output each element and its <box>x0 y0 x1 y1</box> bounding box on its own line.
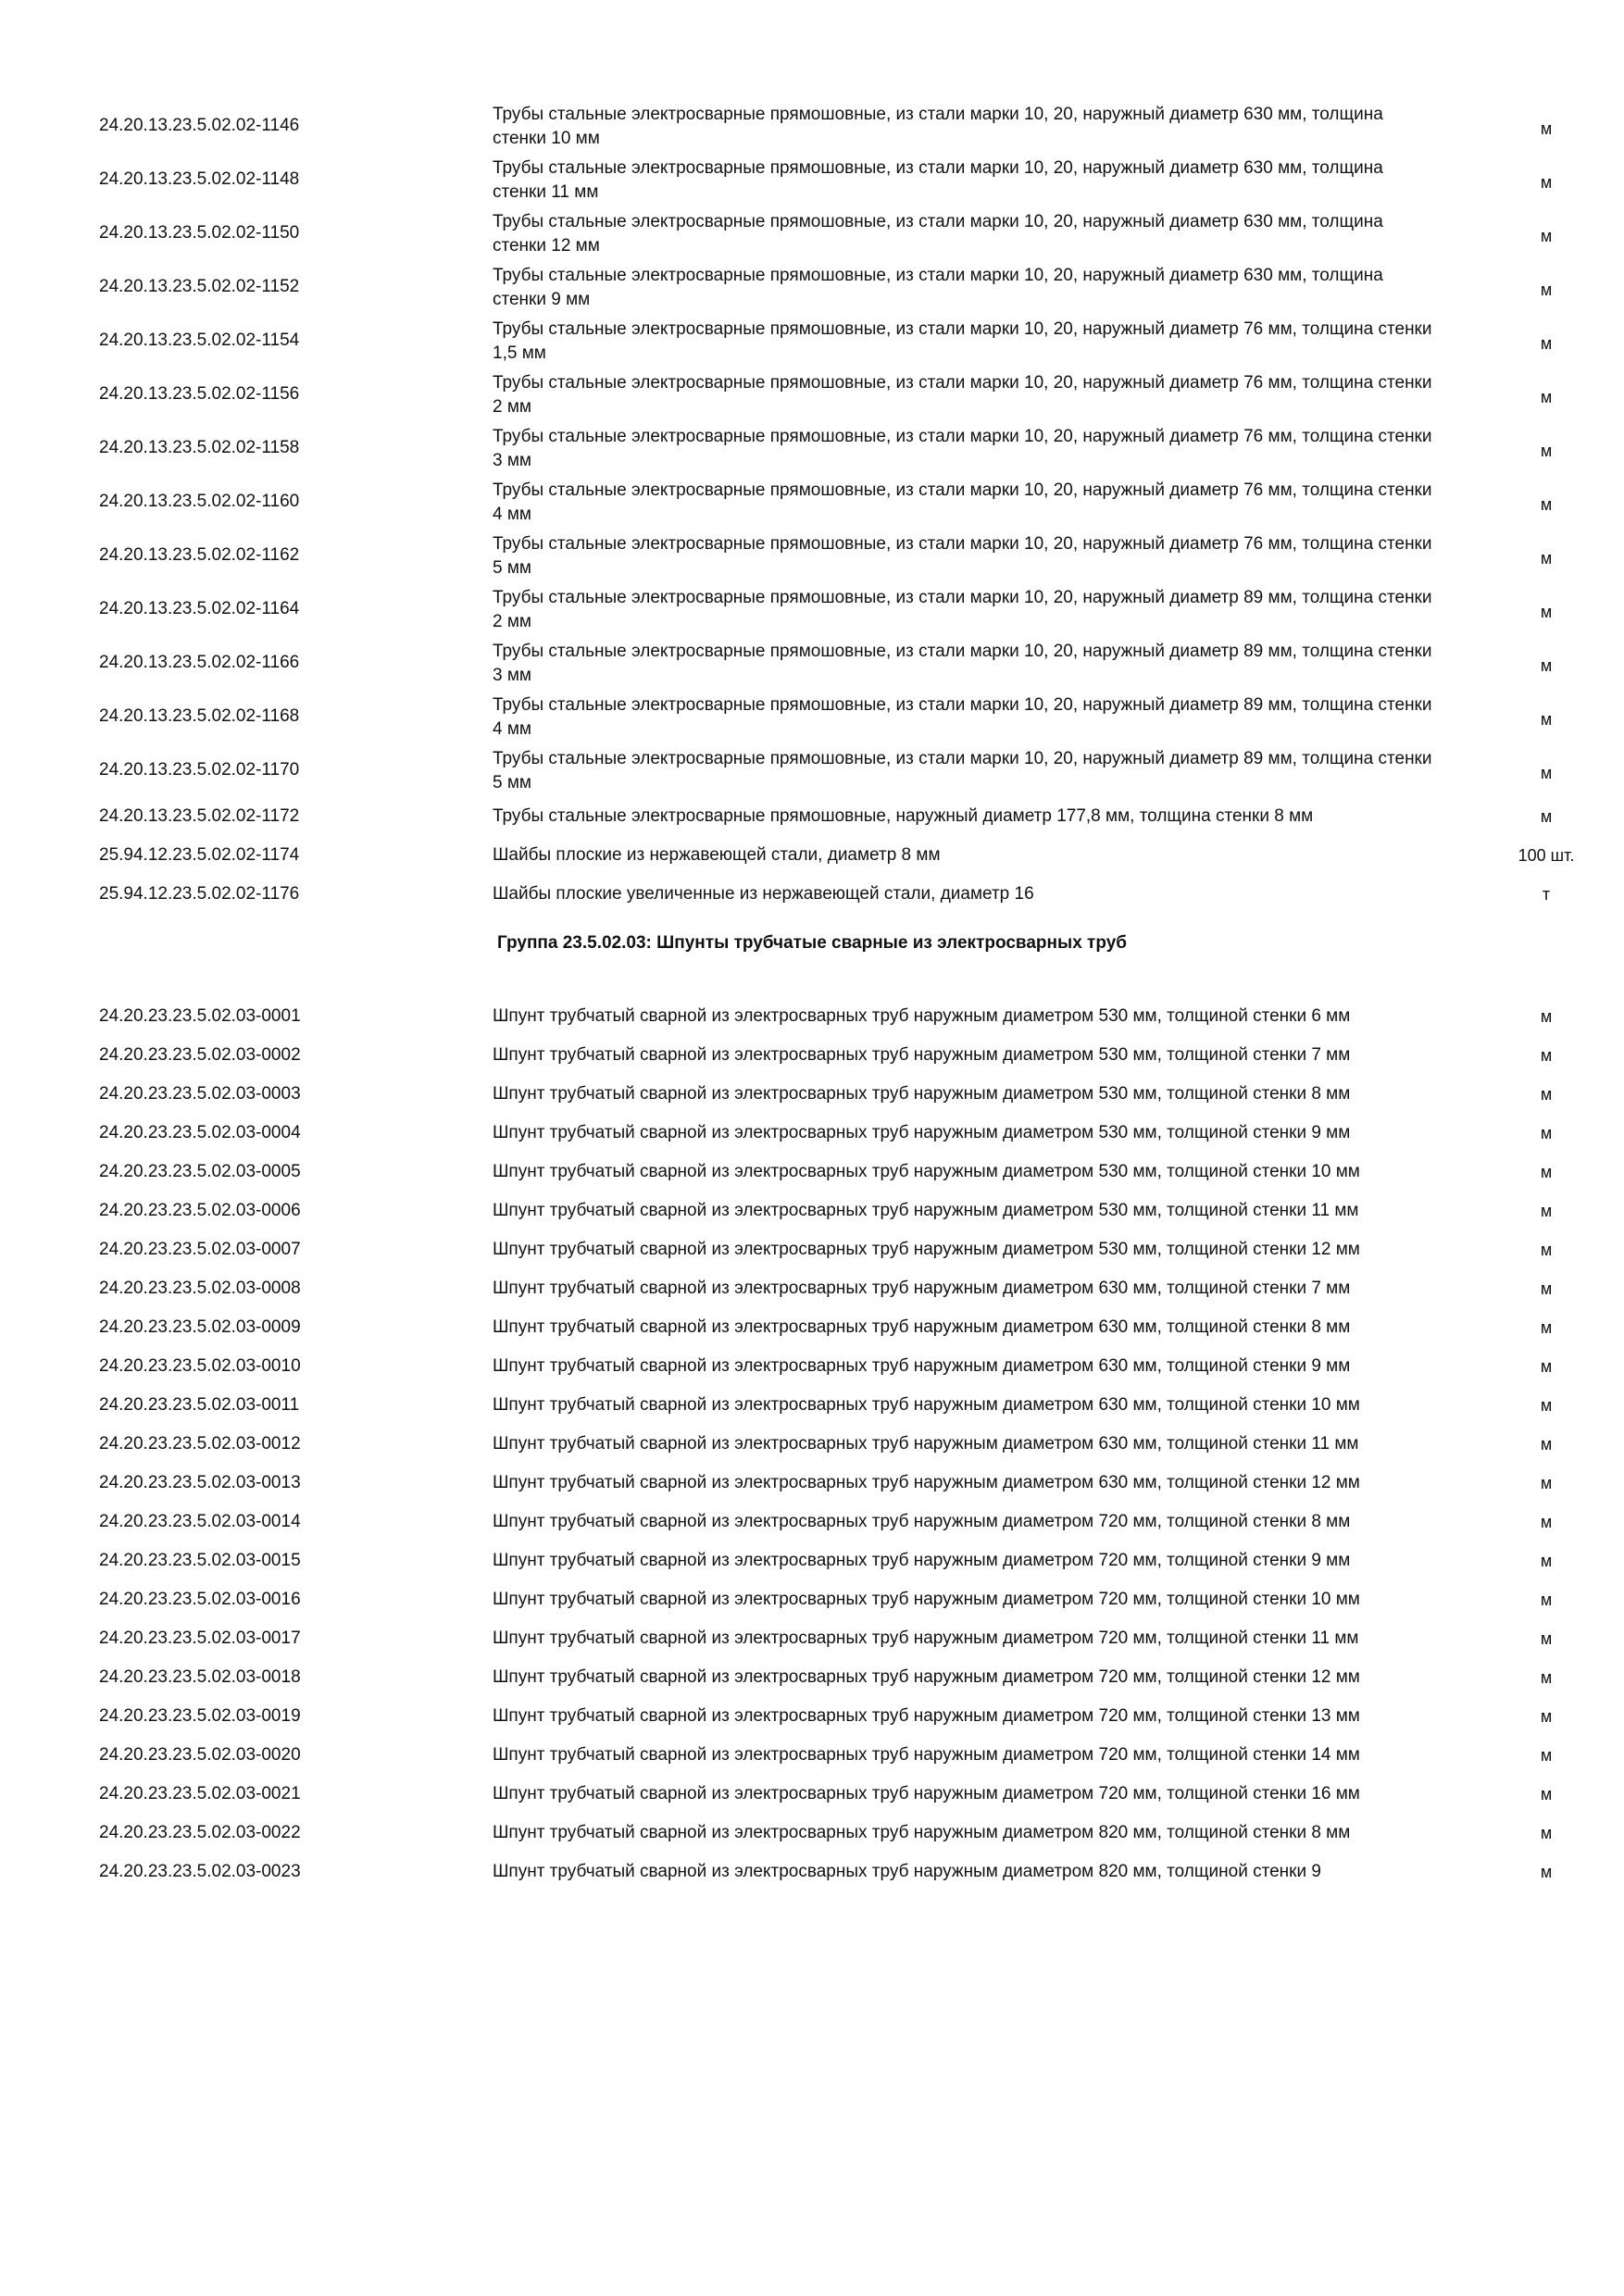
row-code: 24.20.13.23.5.02.02-1156 <box>99 384 300 404</box>
row-description: Шпунт трубчатый сварной из электросварных труб наружным диаметром 530 мм, толщиной стенки 9 мм <box>493 1123 1351 1142</box>
row-code: 24.20.13.23.5.02.02-1146 <box>99 116 300 135</box>
row-code: 24.20.23.23.5.02.03-0017 <box>99 1628 301 1648</box>
row-code: 24.20.23.23.5.02.03-0001 <box>99 1006 301 1026</box>
row-description: Трубы стальные электросварные прямошовные, из стали марки 10, 20, наружный диаметр 76 мм, толщина стенки 5 мм <box>493 534 1432 578</box>
row-unit: м <box>1540 1357 1553 1376</box>
table-row <box>0 475 1624 529</box>
row-unit: м <box>1540 1163 1553 1181</box>
row-unit: м <box>1540 1124 1553 1142</box>
row-code: 24.20.23.23.5.02.03-0022 <box>99 1823 301 1842</box>
row-description: Трубы стальные электросварные прямошовные, из стали марки 10, 20, наружный диаметр 630 мм, толщина стенки 9 мм <box>493 266 1383 309</box>
row-unit: м <box>1540 334 1553 353</box>
row-code: 24.20.13.23.5.02.02-1168 <box>99 706 300 726</box>
row-code: 25.94.12.23.5.02.02-1176 <box>99 884 300 904</box>
table-row <box>0 1814 1624 1853</box>
table-row <box>0 1464 1624 1503</box>
row-unit: м <box>1540 1629 1553 1648</box>
row-code: 24.20.13.23.5.02.02-1172 <box>99 806 300 826</box>
row-description: Шпунт трубчатый сварной из электросварных труб наружным диаметром 530 мм, толщиной стенки 7 мм <box>493 1045 1351 1065</box>
table-row <box>0 1308 1624 1347</box>
row-description: Шайбы плоские из нержавеющей стали, диаметр 8 мм <box>493 845 941 865</box>
row-code: 24.20.13.23.5.02.02-1166 <box>99 653 300 672</box>
table-row <box>0 529 1624 582</box>
row-code: 24.20.23.23.5.02.03-0008 <box>99 1279 301 1298</box>
row-unit: м <box>1540 227 1553 245</box>
row-code: 24.20.23.23.5.02.03-0015 <box>99 1551 301 1570</box>
table-section-23-5-02-03 <box>0 997 1624 1891</box>
row-code: 24.20.13.23.5.02.02-1148 <box>99 169 300 189</box>
row-description: Трубы стальные электросварные прямошовные, из стали марки 10, 20, наружный диаметр 76 мм, толщина стенки 1,5 мм <box>493 319 1432 363</box>
row-code: 24.20.23.23.5.02.03-0014 <box>99 1512 301 1531</box>
row-unit: м <box>1540 1279 1553 1298</box>
row-unit: м <box>1540 1552 1553 1570</box>
row-description: Шпунт трубчатый сварной из электросварных труб наружным диаметром 530 мм, толщиной стенки 8 мм <box>493 1084 1351 1104</box>
row-code: 24.20.23.23.5.02.03-0012 <box>99 1434 301 1454</box>
row-description: Шайбы плоские увеличенные из нержавеющей стали, диаметр 16 <box>493 884 1034 904</box>
row-code: 24.20.23.23.5.02.03-0005 <box>99 1162 301 1181</box>
row-description: Шпунт трубчатый сварной из электросварных труб наружным диаметром 630 мм, толщиной стенки 11 мм <box>493 1434 1359 1454</box>
table-section-23-5-02-02 <box>0 99 1624 914</box>
table-row <box>0 1114 1624 1153</box>
row-code: 24.20.23.23.5.02.03-0002 <box>99 1045 301 1065</box>
row-description: Шпунт трубчатый сварной из электросварных труб наружным диаметром 720 мм, толщиной стенки 12 мм <box>493 1667 1360 1687</box>
row-code: 24.20.23.23.5.02.03-0020 <box>99 1745 301 1765</box>
row-unit: м <box>1540 1435 1553 1454</box>
row-unit: м <box>1540 388 1553 406</box>
row-unit: м <box>1540 442 1553 460</box>
row-unit: м <box>1540 1863 1553 1881</box>
row-description: Шпунт трубчатый сварной из электросварных труб наружным диаметром 530 мм, толщиной стенки 6 мм <box>493 1006 1351 1026</box>
row-code: 24.20.23.23.5.02.03-0007 <box>99 1240 301 1259</box>
row-description: Трубы стальные электросварные прямошовные, из стали марки 10, 20, наружный диаметр 89 мм, толщина стенки 2 мм <box>493 588 1432 631</box>
table-row <box>0 1192 1624 1230</box>
table-row <box>0 743 1624 797</box>
table-row <box>0 368 1624 421</box>
row-description: Шпунт трубчатый сварной из электросварных труб наружным диаметром 530 мм, толщиной стенки 10 мм <box>493 1162 1360 1181</box>
row-description: Шпунт трубчатый сварной из электросварных труб наружным диаметром 720 мм, толщиной стенки 8 мм <box>493 1512 1351 1531</box>
table-row <box>0 1036 1624 1075</box>
row-description: Шпунт трубчатый сварной из электросварных труб наружным диаметром 630 мм, толщиной стенки 12 мм <box>493 1473 1360 1492</box>
table-row <box>0 1697 1624 1736</box>
row-unit: м <box>1540 1824 1553 1842</box>
row-unit: м <box>1540 1668 1553 1687</box>
row-description: Шпунт трубчатый сварной из электросварных труб наружным диаметром 720 мм, толщиной стенки 11 мм <box>493 1628 1359 1648</box>
table-row <box>0 153 1624 206</box>
row-code: 25.94.12.23.5.02.02-1174 <box>99 845 300 865</box>
table-row <box>0 690 1624 743</box>
row-description: Шпунт трубчатый сварной из электросварных труб наружным диаметром 630 мм, толщиной стенки 9 мм <box>493 1356 1351 1376</box>
table-row <box>0 1736 1624 1775</box>
table-row <box>0 1347 1624 1386</box>
row-description: Шпунт трубчатый сварной из электросварных труб наружным диаметром 630 мм, толщиной стенки 8 мм <box>493 1317 1351 1337</box>
row-unit: м <box>1540 549 1553 568</box>
row-code: 24.20.13.23.5.02.02-1154 <box>99 331 300 350</box>
row-description: Шпунт трубчатый сварной из электросварных труб наружным диаметром 820 мм, толщиной стенки 8 мм <box>493 1823 1351 1842</box>
row-unit: м <box>1540 119 1553 138</box>
row-code: 24.20.23.23.5.02.03-0004 <box>99 1123 301 1142</box>
row-code: 24.20.13.23.5.02.02-1152 <box>99 277 300 296</box>
row-code: 24.20.23.23.5.02.03-0006 <box>99 1201 301 1220</box>
row-description: Трубы стальные электросварные прямошовные, из стали марки 10, 20, наружный диаметр 630 мм, толщина стенки 11 мм <box>493 158 1383 202</box>
row-description: Трубы стальные электросварные прямошовные, из стали марки 10, 20, наружный диаметр 89 мм, толщина стенки 5 мм <box>493 749 1432 792</box>
row-description: Шпунт трубчатый сварной из электросварных труб наружным диаметром 720 мм, толщиной стенки 9 мм <box>493 1551 1351 1570</box>
price-table <box>0 99 1624 1891</box>
row-description: Трубы стальные электросварные прямошовные, из стали марки 10, 20, наружный диаметр 76 мм, толщина стенки 3 мм <box>493 427 1432 470</box>
row-description: Шпунт трубчатый сварной из электросварных труб наружным диаметром 630 мм, толщиной стенки 7 мм <box>493 1279 1351 1298</box>
row-code: 24.20.23.23.5.02.03-0021 <box>99 1784 301 1803</box>
row-description: Шпунт трубчатый сварной из электросварных труб наружным диаметром 630 мм, толщиной стенки 10 мм <box>493 1395 1360 1415</box>
row-unit: м <box>1540 1746 1553 1765</box>
table-row <box>0 875 1624 914</box>
row-unit: м <box>1540 281 1553 299</box>
row-unit: м <box>1540 656 1553 675</box>
row-unit: м <box>1540 1513 1553 1531</box>
table-row <box>0 1619 1624 1658</box>
row-unit: м <box>1540 1591 1553 1609</box>
row-description: Трубы стальные электросварные прямошовные, из стали марки 10, 20, наружный диаметр 89 мм, толщина стенки 3 мм <box>493 642 1432 685</box>
table-row <box>0 1425 1624 1464</box>
row-code: 24.20.23.23.5.02.03-0011 <box>99 1395 300 1415</box>
row-unit: м <box>1540 1474 1553 1492</box>
row-unit: т <box>1542 885 1551 904</box>
table-row <box>0 314 1624 368</box>
table-row <box>0 1075 1624 1114</box>
row-description: Трубы стальные электросварные прямошовные, наружный диаметр 177,8 мм, толщина стенки 8 мм <box>493 806 1314 826</box>
row-description: Шпунт трубчатый сварной из электросварных труб наружным диаметром 720 мм, толщиной стенки 14 мм <box>493 1745 1360 1765</box>
row-unit: м <box>1540 807 1553 826</box>
row-unit: м <box>1540 1085 1553 1104</box>
table-row <box>0 1503 1624 1541</box>
table-row <box>0 1541 1624 1580</box>
row-unit: 100 шт. <box>1518 846 1575 865</box>
row-code: 24.20.13.23.5.02.02-1160 <box>99 492 300 511</box>
table-row <box>0 636 1624 690</box>
row-code: 24.20.23.23.5.02.03-0009 <box>99 1317 301 1337</box>
row-unit: м <box>1540 764 1553 782</box>
row-unit: м <box>1540 1785 1553 1803</box>
table-row <box>0 1853 1624 1891</box>
row-code: 24.20.13.23.5.02.02-1150 <box>99 223 300 243</box>
row-code: 24.20.23.23.5.02.03-0010 <box>99 1356 301 1376</box>
table-row <box>0 1153 1624 1192</box>
row-unit: м <box>1540 1202 1553 1220</box>
table-row <box>0 797 1624 836</box>
table-row <box>0 1386 1624 1425</box>
row-description: Шпунт трубчатый сварной из электросварных труб наружным диаметром 720 мм, толщиной стенки 10 мм <box>493 1590 1360 1609</box>
table-row <box>0 1269 1624 1308</box>
table-row <box>0 99 1624 153</box>
row-unit: м <box>1540 173 1553 192</box>
row-unit: м <box>1540 603 1553 621</box>
table-row <box>0 1230 1624 1269</box>
row-description: Трубы стальные электросварные прямошовные, из стали марки 10, 20, наружный диаметр 76 мм, толщина стенки 2 мм <box>493 373 1432 417</box>
table-row <box>0 836 1624 875</box>
table-row <box>0 260 1624 314</box>
row-code: 24.20.13.23.5.02.02-1162 <box>99 545 300 565</box>
row-code: 24.20.23.23.5.02.03-0019 <box>99 1706 301 1726</box>
row-code: 24.20.13.23.5.02.02-1170 <box>99 760 300 780</box>
row-code: 24.20.23.23.5.02.03-0013 <box>99 1473 301 1492</box>
row-unit: м <box>1540 1396 1553 1415</box>
table-row <box>0 1580 1624 1619</box>
row-description: Шпунт трубчатый сварной из электросварных труб наружным диаметром 530 мм, толщиной стенки 11 мм <box>493 1201 1359 1220</box>
row-code: 24.20.23.23.5.02.03-0018 <box>99 1667 301 1687</box>
row-unit: м <box>1540 710 1553 729</box>
row-description: Трубы стальные электросварные прямошовные, из стали марки 10, 20, наружный диаметр 630 мм, толщина стенки 12 мм <box>493 212 1383 256</box>
row-description: Трубы стальные электросварные прямошовные, из стали марки 10, 20, наружный диаметр 89 мм, толщина стенки 4 мм <box>493 695 1432 739</box>
row-unit: м <box>1540 1007 1553 1026</box>
row-code: 24.20.13.23.5.02.02-1158 <box>99 438 300 457</box>
row-unit: м <box>1540 1318 1553 1337</box>
row-code: 24.20.23.23.5.02.03-0016 <box>99 1590 301 1609</box>
row-code: 24.20.23.23.5.02.03-0003 <box>99 1084 301 1104</box>
row-description: Шпунт трубчатый сварной из электросварных труб наружным диаметром 720 мм, толщиной стенки 13 мм <box>493 1706 1360 1726</box>
group-heading-row <box>0 914 1624 997</box>
table-row <box>0 421 1624 475</box>
row-unit: м <box>1540 1046 1553 1065</box>
row-code: 24.20.13.23.5.02.02-1164 <box>99 599 300 618</box>
table-row <box>0 1658 1624 1697</box>
row-description: Трубы стальные электросварные прямошовные, из стали марки 10, 20, наружный диаметр 630 мм, толщина стенки 10 мм <box>493 105 1383 148</box>
row-description: Шпунт трубчатый сварной из электросварных труб наружным диаметром 820 мм, толщиной стенки 9 <box>493 1862 1321 1881</box>
table-row <box>0 206 1624 260</box>
table-row <box>0 1775 1624 1814</box>
row-description: Трубы стальные электросварные прямошовные, из стали марки 10, 20, наружный диаметр 76 мм, толщина стенки 4 мм <box>493 480 1432 524</box>
row-unit: м <box>1540 1241 1553 1259</box>
row-code: 24.20.23.23.5.02.03-0023 <box>99 1862 301 1881</box>
group-title: Группа 23.5.02.03: Шпунты трубчатые сварные из электросварных труб <box>496 933 1128 953</box>
table-row <box>0 582 1624 636</box>
row-description: Шпунт трубчатый сварной из электросварных труб наружным диаметром 720 мм, толщиной стенки 16 мм <box>493 1784 1360 1803</box>
row-description: Шпунт трубчатый сварной из электросварных труб наружным диаметром 530 мм, толщиной стенки 12 мм <box>493 1240 1360 1259</box>
row-unit: м <box>1540 495 1553 514</box>
row-unit: м <box>1540 1707 1553 1726</box>
table-row <box>0 997 1624 1036</box>
